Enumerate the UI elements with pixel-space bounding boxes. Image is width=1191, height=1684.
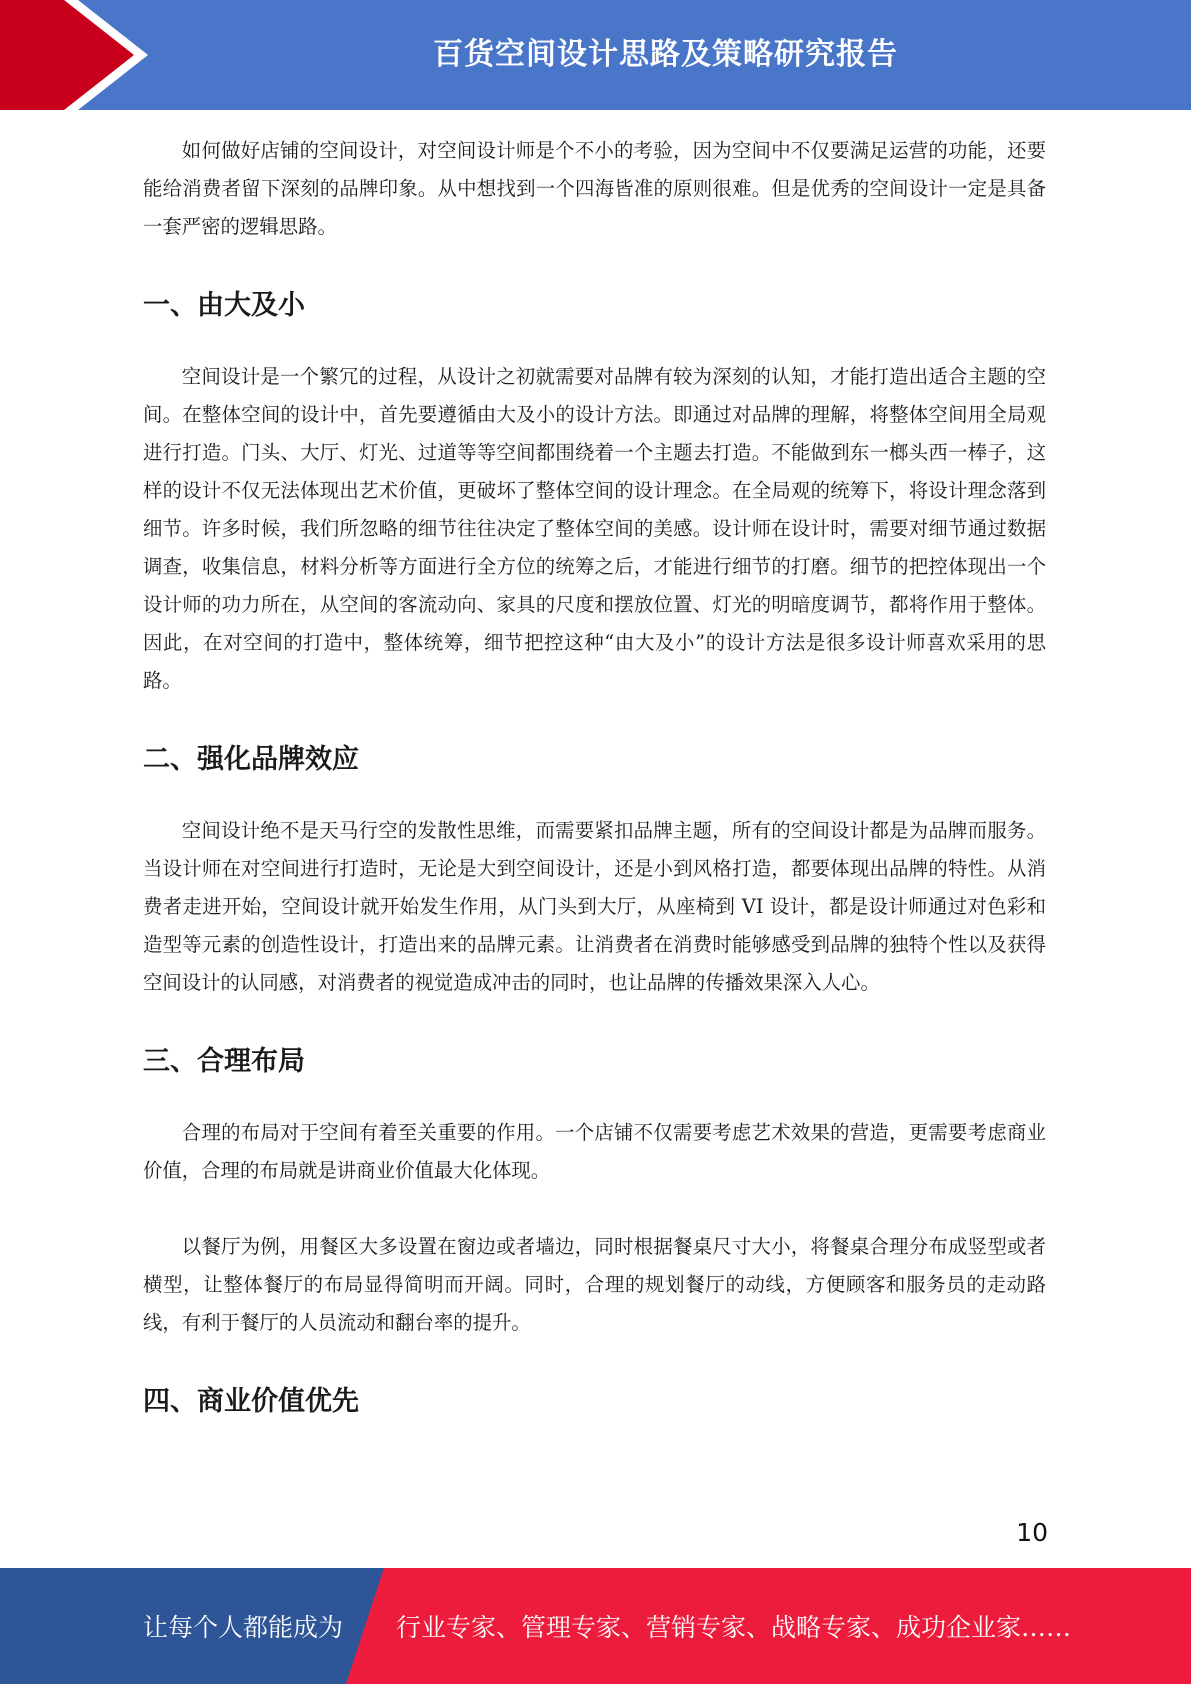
header-banner (0, 0, 1191, 110)
footer-banner (0, 1568, 1191, 1684)
footer-slogan-left: 让每个人都能成为 (143, 1613, 344, 1642)
intro-paragraph: 如何做好店铺的空间设计，对空间设计师是个不小的考验，因为空间中不仅要满足运营的功能，还要能给消费者留下深刻的品牌印象。从中想找到一个四海皆准的原则很难。但是优秀的空间设计一定是具备一套严密的逻辑思路。 (143, 139, 1046, 238)
section-2-paragraph: 空间设计绝不是天马行空的发散性思维，而需要紧扣品牌主题，所有的空间设计都是为品牌而服务。当设计师在对空间进行打造时，无论是大到空间设计，还是小到风格打造，都要体现出品牌的特性。从消费者走进开始，空间设计就开始发生作用，从门头到大厅，从座椅到 VI 设计，都是设计师通过对色彩和造型等元素的创造性设计，打造出来的品牌元素。让消费者在消费时能够感受到品牌的独特个性以及获得空间设计的认同感，对消费者的视觉造成冲击的同时，也让品牌的传播效果深入人心。 (143, 819, 1046, 994)
section-3-paragraph-1: 合理的布局对于空间有着至关重要的作用。一个店铺不仅需要考虑艺术效果的营造，更需要考虑商业价值，合理的布局就是讲商业价值最大化体现。 (143, 1121, 1046, 1182)
section-heading-4: 四、商业价值优先 (143, 1386, 359, 1417)
document-title: 百货空间设计思路及策略研究报告 (433, 37, 898, 72)
section-1-paragraph: 空间设计是一个繁冗的过程，从设计之初就需要对品牌有较为深刻的认知，才能打造出适合主题的空间。在整体空间的设计中，首先要遵循由大及小的设计方法。即通过对品牌的理解，将整体空间用全局观进行打造。门头、大厅、灯光、过道等等空间都围绕着一个主题去打造。不能做到东一榔头西一棒子，这样的设计不仅无法体现出艺术价值，更破坏了整体空间的设计理念。在全局观的统筹下，将设计理念落到细节。许多时候，我们所忽略的细节往往决定了整体空间的美感。设计师在设计时，需要对细节通过数据调查，收集信息，材料分析等方面进行全方位的统筹之后，才能进行细节的打磨。细节的把控体现出一个设计师的功力所在，从空间的客流动向、家具的尺度和摆放位置、灯光的明暗度调节，都将作用于整体。因此，在对空间的打造中，整体统筹，细节把控这种“由大及小”的设计方法是很多设计师喜欢采用的思路。 (143, 365, 1046, 692)
section-heading-1: 一、由大及小 (143, 290, 305, 321)
page-number: 10 (1016, 1518, 1048, 1547)
section-heading-3: 三、合理布局 (143, 1046, 305, 1077)
section-heading-2: 二、强化品牌效应 (143, 744, 359, 775)
article-body (143, 132, 1046, 1422)
footer-slogan-right: 行业专家、管理专家、营销专家、战略专家、成功企业家…… (396, 1613, 1072, 1642)
section-3-paragraph-2: 以餐厅为例，用餐区大多设置在窗边或者墙边，同时根据餐桌尺寸大小，将餐桌合理分布成竖型或者横型，让整体餐厅的布局显得简明而开阔。同时，合理的规划餐厅的动线，方便顾客和服务员的走动路线，有利于餐厅的人员流动和翻台率的提升。 (143, 1235, 1046, 1334)
